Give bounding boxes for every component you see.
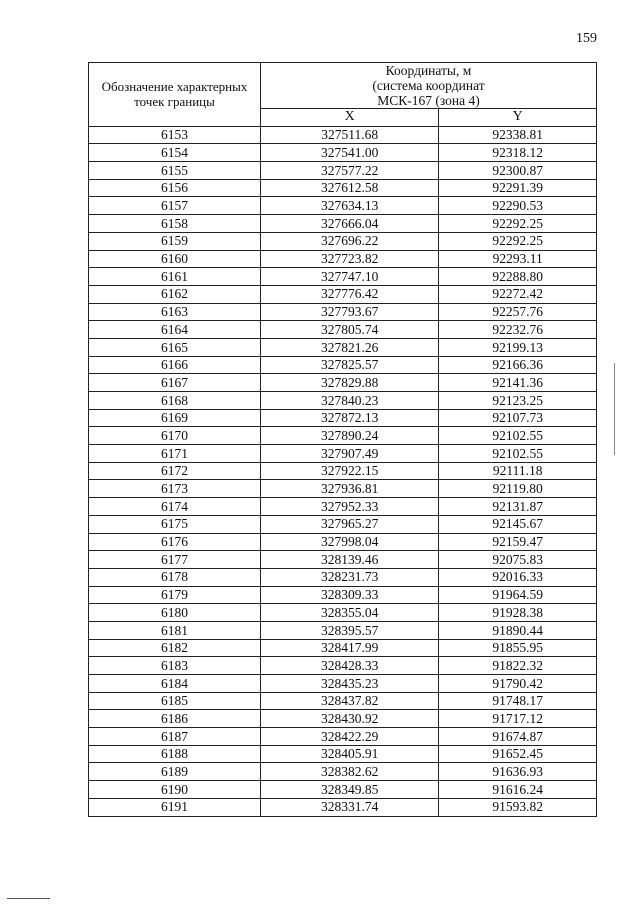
y-value-cell: 91964.59 <box>439 586 597 604</box>
table-row <box>89 445 597 463</box>
coordinates-table <box>88 62 597 817</box>
point-id-cell: 6157 <box>89 197 261 215</box>
y-value-cell: 92293.11 <box>439 250 597 268</box>
table-row <box>89 374 597 392</box>
point-id-cell: 6186 <box>89 710 261 728</box>
point-id-cell: 6174 <box>89 498 261 516</box>
table-row <box>89 480 597 498</box>
y-value-cell: 91890.44 <box>439 621 597 639</box>
y-value-cell: 92159.47 <box>439 533 597 551</box>
x-value-cell: 327511.68 <box>261 126 439 144</box>
point-id-cell: 6188 <box>89 745 261 763</box>
y-value-cell: 92232.76 <box>439 321 597 339</box>
point-id-cell: 6178 <box>89 568 261 586</box>
point-id-cell: 6166 <box>89 356 261 374</box>
x-value-cell: 328430.92 <box>261 710 439 728</box>
point-id-cell: 6176 <box>89 533 261 551</box>
header-coords-line-2: (система координат <box>372 78 485 93</box>
y-value-cell: 91616.24 <box>439 781 597 799</box>
y-value-cell: 91855.95 <box>439 639 597 657</box>
table-row <box>89 356 597 374</box>
x-value-cell: 327723.82 <box>261 250 439 268</box>
point-id-cell: 6154 <box>89 144 261 162</box>
header-coords-line-3: МСК-167 (зона 4) <box>377 93 480 108</box>
point-id-cell: 6168 <box>89 392 261 410</box>
table-row <box>89 392 597 410</box>
header-coords-line-1: Координаты, м <box>385 63 472 78</box>
table-row <box>89 728 597 746</box>
table-row <box>89 639 597 657</box>
table-row <box>89 162 597 180</box>
x-value-cell: 328405.91 <box>261 745 439 763</box>
y-value-cell: 92166.36 <box>439 356 597 374</box>
y-value-cell: 92300.87 <box>439 162 597 180</box>
y-value-cell: 92318.12 <box>439 144 597 162</box>
y-value-cell: 92102.55 <box>439 445 597 463</box>
x-value-cell: 328428.33 <box>261 657 439 675</box>
point-id-cell: 6167 <box>89 374 261 392</box>
table-row <box>89 675 597 693</box>
table-row <box>89 551 597 569</box>
y-value-cell: 92288.80 <box>439 268 597 286</box>
point-id-cell: 6162 <box>89 285 261 303</box>
point-id-cell: 6175 <box>89 515 261 533</box>
x-value-cell: 327829.88 <box>261 374 439 392</box>
point-id-cell: 6172 <box>89 462 261 480</box>
x-value-cell: 328417.99 <box>261 639 439 657</box>
table-row <box>89 462 597 480</box>
table-row <box>89 710 597 728</box>
point-id-cell: 6153 <box>89 126 261 144</box>
x-value-cell: 328422.29 <box>261 728 439 746</box>
point-id-cell: 6177 <box>89 551 261 569</box>
x-value-cell: 327907.49 <box>261 445 439 463</box>
point-id-cell: 6190 <box>89 781 261 799</box>
table-row <box>89 126 597 144</box>
point-id-cell: 6158 <box>89 215 261 233</box>
x-value-cell: 327936.81 <box>261 480 439 498</box>
point-id-cell: 6181 <box>89 621 261 639</box>
x-value-cell: 327747.10 <box>261 268 439 286</box>
x-value-cell: 327805.74 <box>261 321 439 339</box>
table-row <box>89 763 597 781</box>
header-point-text: Обозначение характерных точек границы <box>101 79 248 110</box>
x-value-cell: 327840.23 <box>261 392 439 410</box>
y-value-cell: 92292.25 <box>439 215 597 233</box>
table-row <box>89 604 597 622</box>
table-row <box>89 179 597 197</box>
x-value-cell: 327952.33 <box>261 498 439 516</box>
table-row <box>89 533 597 551</box>
y-value-cell: 91822.32 <box>439 657 597 675</box>
table-row <box>89 745 597 763</box>
table-row <box>89 692 597 710</box>
x-value-cell: 328435.23 <box>261 675 439 693</box>
x-value-cell: 328309.33 <box>261 586 439 604</box>
point-id-cell: 6164 <box>89 321 261 339</box>
y-value-cell: 92131.87 <box>439 498 597 516</box>
point-id-cell: 6171 <box>89 445 261 463</box>
table-row <box>89 250 597 268</box>
x-value-cell: 328437.82 <box>261 692 439 710</box>
x-value-cell: 328139.46 <box>261 551 439 569</box>
y-value-cell: 92107.73 <box>439 409 597 427</box>
y-value-cell: 92016.33 <box>439 568 597 586</box>
y-value-cell: 91652.45 <box>439 745 597 763</box>
table-row <box>89 409 597 427</box>
table-row <box>89 586 597 604</box>
point-id-cell: 6169 <box>89 409 261 427</box>
y-value-cell: 92199.13 <box>439 338 597 356</box>
y-value-cell: 92338.81 <box>439 126 597 144</box>
table-row <box>89 321 597 339</box>
table-row <box>89 568 597 586</box>
table-row <box>89 621 597 639</box>
point-id-cell: 6185 <box>89 692 261 710</box>
point-id-cell: 6183 <box>89 657 261 675</box>
point-id-cell: 6159 <box>89 232 261 250</box>
header-y: Y <box>439 109 597 127</box>
y-value-cell: 92141.36 <box>439 374 597 392</box>
y-value-cell: 92102.55 <box>439 427 597 445</box>
y-value-cell: 92075.83 <box>439 551 597 569</box>
point-id-cell: 6165 <box>89 338 261 356</box>
point-id-cell: 6163 <box>89 303 261 321</box>
y-value-cell: 91790.42 <box>439 675 597 693</box>
table-header-row <box>89 63 597 109</box>
point-id-cell: 6160 <box>89 250 261 268</box>
table-row <box>89 215 597 233</box>
table-row <box>89 268 597 286</box>
table-row <box>89 427 597 445</box>
x-value-cell: 328231.73 <box>261 568 439 586</box>
table-row <box>89 144 597 162</box>
x-value-cell: 327612.58 <box>261 179 439 197</box>
x-value-cell: 327965.27 <box>261 515 439 533</box>
table-row <box>89 781 597 799</box>
x-value-cell: 327998.04 <box>261 533 439 551</box>
x-value-cell: 328395.57 <box>261 621 439 639</box>
y-value-cell: 92123.25 <box>439 392 597 410</box>
header-x: X <box>261 109 439 127</box>
y-value-cell: 92272.42 <box>439 285 597 303</box>
y-value-cell: 91674.87 <box>439 728 597 746</box>
footer-rule <box>7 898 50 899</box>
x-value-cell: 327890.24 <box>261 427 439 445</box>
x-value-cell: 328349.85 <box>261 781 439 799</box>
x-value-cell: 328355.04 <box>261 604 439 622</box>
point-id-cell: 6182 <box>89 639 261 657</box>
x-value-cell: 328382.62 <box>261 763 439 781</box>
y-value-cell: 92119.80 <box>439 480 597 498</box>
point-id-cell: 6179 <box>89 586 261 604</box>
y-value-cell: 91748.17 <box>439 692 597 710</box>
x-value-cell: 327577.22 <box>261 162 439 180</box>
x-value-cell: 327821.26 <box>261 338 439 356</box>
x-value-cell: 327541.00 <box>261 144 439 162</box>
x-value-cell: 327825.57 <box>261 356 439 374</box>
table-row <box>89 232 597 250</box>
x-value-cell: 327872.13 <box>261 409 439 427</box>
point-id-cell: 6170 <box>89 427 261 445</box>
point-id-cell: 6156 <box>89 179 261 197</box>
x-value-cell: 327922.15 <box>261 462 439 480</box>
point-id-cell: 6173 <box>89 480 261 498</box>
y-value-cell: 91593.82 <box>439 798 597 816</box>
table-row <box>89 515 597 533</box>
table-row <box>89 798 597 816</box>
x-value-cell: 328331.74 <box>261 798 439 816</box>
table-row <box>89 498 597 516</box>
y-value-cell: 92292.25 <box>439 232 597 250</box>
y-value-cell: 92257.76 <box>439 303 597 321</box>
x-value-cell: 327666.04 <box>261 215 439 233</box>
y-value-cell: 91928.38 <box>439 604 597 622</box>
margin-mark <box>614 363 615 455</box>
table-row <box>89 338 597 356</box>
y-value-cell: 91636.93 <box>439 763 597 781</box>
page-number: 159 <box>576 31 597 46</box>
table-row <box>89 657 597 675</box>
y-value-cell: 91717.12 <box>439 710 597 728</box>
header-coordinates <box>261 63 597 109</box>
table-row <box>89 197 597 215</box>
x-value-cell: 327793.67 <box>261 303 439 321</box>
point-id-cell: 6180 <box>89 604 261 622</box>
point-id-cell: 6161 <box>89 268 261 286</box>
y-value-cell: 92290.53 <box>439 197 597 215</box>
point-id-cell: 6191 <box>89 798 261 816</box>
point-id-cell: 6187 <box>89 728 261 746</box>
table-row <box>89 303 597 321</box>
x-value-cell: 327634.13 <box>261 197 439 215</box>
point-id-cell: 6189 <box>89 763 261 781</box>
x-value-cell: 327776.42 <box>261 285 439 303</box>
x-value-cell: 327696.22 <box>261 232 439 250</box>
y-value-cell: 92291.39 <box>439 179 597 197</box>
y-value-cell: 92111.18 <box>439 462 597 480</box>
point-id-cell: 6184 <box>89 675 261 693</box>
table-body <box>89 126 597 816</box>
table-row <box>89 285 597 303</box>
y-value-cell: 92145.67 <box>439 515 597 533</box>
point-id-cell: 6155 <box>89 162 261 180</box>
header-point-designation <box>89 63 261 127</box>
